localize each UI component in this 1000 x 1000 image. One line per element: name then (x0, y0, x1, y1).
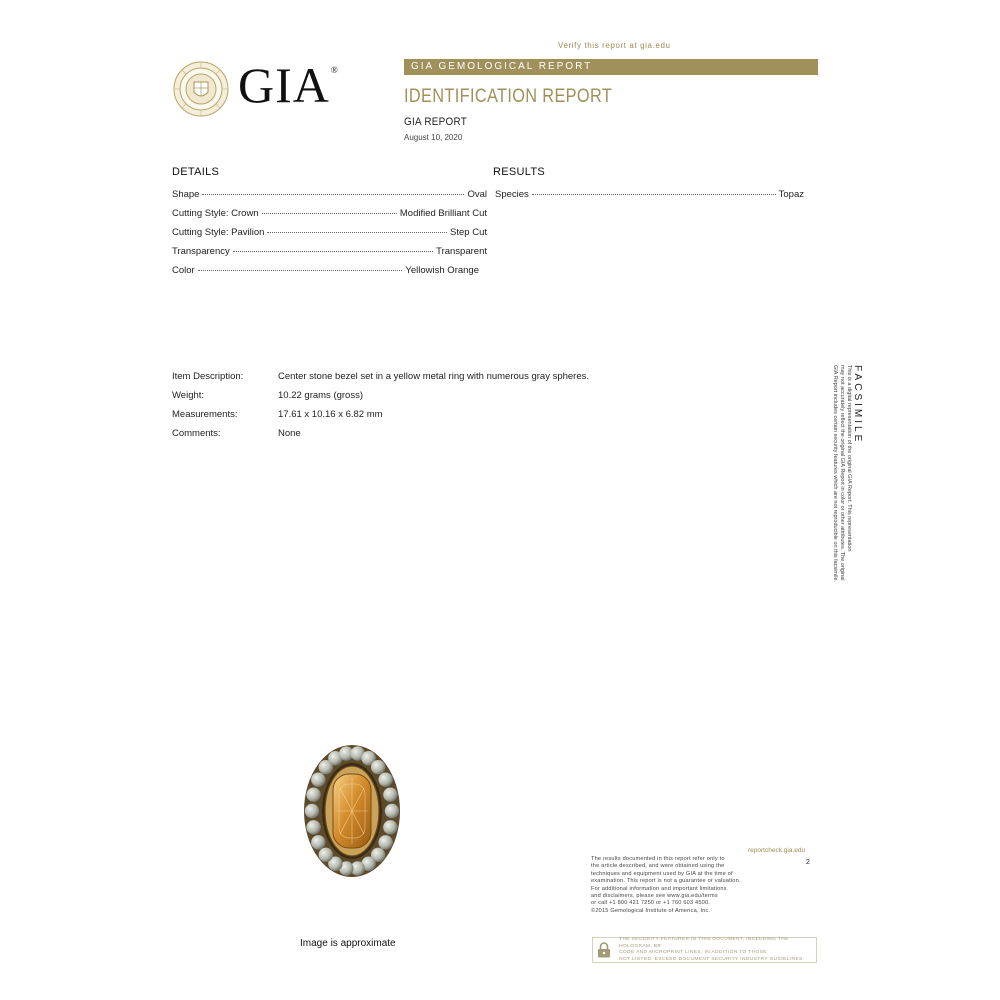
report-title: IDENTIFICATION REPORT (404, 86, 613, 107)
details-row-color (172, 265, 479, 277)
security-line: NOT LISTED, EXCEED DOCUMENT SECURITY INDUSTRY GUIDELINES. (619, 956, 805, 962)
item-value: 10.22 grams (gross) (278, 390, 364, 401)
disclaimer-line: the article described, and were obtained using the (591, 863, 725, 870)
details-label: Transparency (172, 246, 230, 257)
pearl-sphere (378, 835, 392, 849)
report-header-bar: GIA GEMOLOGICAL REPORT (404, 59, 818, 75)
pearl-sphere (311, 772, 325, 786)
pearl-sphere (383, 820, 397, 834)
details-label: Cutting Style: Crown (172, 208, 259, 219)
item-label: Weight: (172, 390, 205, 401)
verify-link[interactable]: Verify this report at gia.edu (558, 41, 671, 50)
security-line: CODE AND MICROPRINT LINES, IN ADDITION TO THOSE (619, 950, 767, 955)
details-value: Yellowish Orange (405, 265, 479, 276)
pearl-sphere (319, 848, 333, 862)
results-label: Species (495, 189, 529, 200)
pearl-sphere (383, 787, 397, 801)
item-measurements-row (172, 409, 383, 420)
facsimile-title: FACSIMILE (852, 365, 863, 445)
report-subtitle: GIA REPORT (404, 116, 468, 128)
disclaimer-line: techniques and equipment used by GIA at the time of (591, 870, 733, 877)
facsimile-line: GIA Report includes certain security features which are not reproducible on this facsimile. (832, 365, 838, 583)
reportcheck-link[interactable]: reportcheck.gia.edu (748, 847, 806, 854)
details-row-crown (172, 208, 487, 220)
pearl-sphere (371, 760, 385, 774)
details-label: Cutting Style: Pavilion (172, 227, 265, 238)
disclaimer-line: ©2015 Gemological Institute of America, Inc. (591, 907, 711, 914)
results-heading: RESULTS (493, 166, 546, 178)
item-weight-row (172, 390, 363, 401)
disclaimer-line: examination. This report is not a guarantee or valuation. (591, 878, 741, 885)
disclaimer-line: For additional information and important limitations (591, 885, 727, 892)
gemstone-ring-image (302, 742, 402, 880)
page-number: 2 (806, 859, 810, 866)
security-line: THE SECURITY FEATURES IN THIS DOCUMENT, INCLUDING THE HOLOGRAM, BR (619, 937, 789, 949)
item-label: Item Description: (172, 371, 244, 382)
results-value: Topaz (778, 189, 804, 200)
lock-icon (593, 938, 615, 962)
facsimile-line: This is a digital representation of the original GIA Report. This representation (846, 365, 852, 552)
item-description-row (172, 371, 589, 382)
pearl-sphere (305, 804, 319, 818)
disclaimer-text (591, 856, 761, 915)
pearl-sphere (306, 787, 320, 801)
item-value: Center stone bezel set in a yellow metal ring with numerous gray spheres. (278, 371, 590, 382)
facsimile-line: may not accurately reflect the original GIA Report in color or other attributes. The original (839, 365, 845, 581)
item-label: Comments: (172, 428, 221, 439)
pearl-sphere (306, 820, 320, 834)
details-value: Transparent (436, 246, 487, 257)
details-label: Shape (172, 189, 200, 200)
details-row-transparency (172, 246, 487, 258)
gia-seal-logo (172, 60, 230, 118)
item-label: Measurements: (172, 409, 238, 420)
pearl-sphere (311, 835, 325, 849)
details-value: Modified Brilliant Cut (399, 208, 487, 219)
item-value: None (278, 428, 301, 439)
item-comments-row (172, 428, 301, 439)
results-row-species (495, 189, 804, 201)
details-row-shape (172, 189, 487, 201)
disclaimer-line: or call +1 800 421 7250 or +1 760 603 4500. (591, 900, 711, 907)
details-value: Oval (467, 189, 487, 200)
report-date: August 10, 2020 (404, 133, 463, 142)
image-caption: Image is approximate (300, 938, 396, 949)
gia-wordmark: GIA® (238, 57, 339, 113)
disclaimer-line: and disclaimers, please see www.gia.edu/terms (591, 893, 718, 900)
item-value: 17.61 x 10.16 x 6.82 mm (278, 409, 383, 420)
details-value: Step Cut (450, 227, 487, 238)
details-row-pavilion (172, 227, 487, 239)
details-heading: DETAILS (172, 166, 220, 178)
pearl-sphere (378, 772, 392, 786)
details-label: Color (172, 265, 195, 276)
facsimile-note (833, 365, 863, 655)
security-features-box (592, 937, 817, 963)
pearl-sphere (385, 804, 399, 818)
disclaimer-line: The results documented in this report refer only to (591, 856, 725, 862)
